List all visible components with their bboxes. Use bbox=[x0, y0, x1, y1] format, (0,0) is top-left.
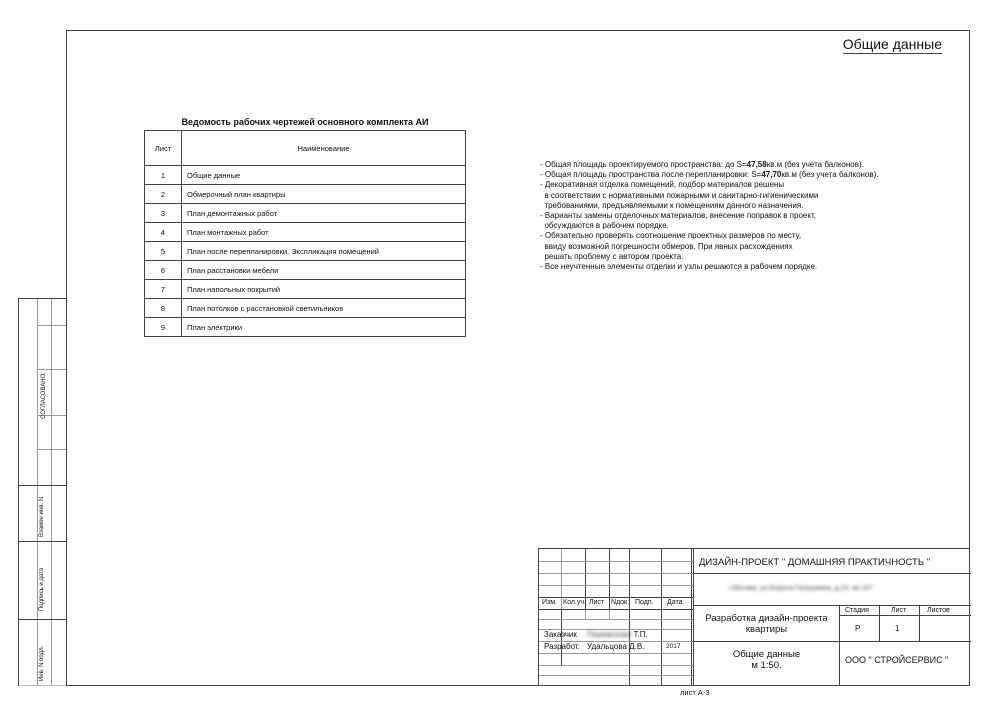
header-sheet: Лист bbox=[145, 131, 182, 166]
note-1: - Общая площадь проектируемого пространства: до S=47,58кв.м (без учета балконов). bbox=[540, 160, 864, 169]
developer-name: Удальцова Д.В. bbox=[587, 642, 645, 651]
note-4: - Варианты замены отделочных материалов, внесение поправок в проект, обсуждаются в рабочем порядке. bbox=[540, 211, 816, 231]
row-sheet-number: 5 bbox=[145, 242, 182, 261]
row-drawing-name: План монтажных работ bbox=[182, 223, 466, 242]
header-name: Наименование bbox=[182, 131, 466, 166]
col-ndok: Nдок. bbox=[611, 599, 630, 606]
stage-header: Стадия bbox=[845, 607, 869, 614]
stage-value: Р bbox=[855, 624, 861, 633]
note-5: - Обязательно проверять соотношение проектных размеров по месту, ввиду возможной погрешности обмеров. При явных расхождениях решать проблему с автором проекта. bbox=[540, 231, 802, 261]
note-6: - Все неучтенные элементы отделки и узлы решаются в рабочем порядке. bbox=[540, 262, 818, 272]
row-drawing-name: План напольных покрытий bbox=[182, 280, 466, 299]
row-sheet-number: 9 bbox=[145, 318, 182, 337]
customer-name: Перевозова Т.П. bbox=[587, 630, 648, 639]
title-block bbox=[538, 548, 970, 686]
company-name: ООО " СТРОЙСЕРВИС " bbox=[845, 655, 949, 665]
table-row bbox=[145, 166, 466, 185]
project-title: ДИЗАЙН-ПРОЕКТ " ДОМАШНЯЯ ПРАКТИЧНОСТЬ " bbox=[699, 557, 931, 568]
row-drawing-name: План после перепланировки. Экспликация помещений bbox=[182, 242, 466, 261]
row-sheet-number: 8 bbox=[145, 299, 182, 318]
work-title: Разработка дизайн-проекта квартиры bbox=[705, 613, 828, 635]
table-row bbox=[145, 204, 466, 223]
address: г.Москва, ул.Бориса Галушкина, д.23, кв.107 bbox=[729, 585, 873, 592]
row-sheet-number: 4 bbox=[145, 223, 182, 242]
sheet-header: Лист bbox=[891, 607, 907, 614]
register-title: Ведомость рабочих чертежей основного комплекта АИ bbox=[181, 117, 429, 127]
note-2: - Общая площадь пространства после перепланировки: S=47,70кв.м (без учета балконов). bbox=[540, 170, 879, 180]
row-drawing-name: Обмерочный план квартиры bbox=[182, 185, 466, 204]
sheet-value: 1 bbox=[895, 624, 900, 633]
row-sheet-number: 3 bbox=[145, 204, 182, 223]
row-drawing-name: План демонтажных работ bbox=[182, 204, 466, 223]
sheet-heading: Общие данные bbox=[842, 36, 942, 52]
row-sheet-number: 2 bbox=[145, 185, 182, 204]
sheets-header: Листов bbox=[927, 607, 950, 614]
row-drawing-name: План расстановки мебели bbox=[182, 261, 466, 280]
drawing-title: Общие данные м 1:50. bbox=[732, 649, 801, 671]
note-3: - Декоративная отделка помещений, подбор материалов решены в соответствии с нормативными пожарными и санитарно-гигиеническими требованиями, предъявляемыми к помещениям данного назначения. bbox=[540, 180, 819, 210]
table-row bbox=[145, 299, 466, 318]
row-sheet-number: 6 bbox=[145, 261, 182, 280]
drawings-register-table bbox=[144, 130, 466, 337]
customer-label: Заказчик bbox=[544, 630, 577, 639]
replace-inv-label: Взамен инв. N bbox=[39, 496, 45, 537]
row-drawing-name: Общие данные bbox=[182, 166, 466, 185]
inv-original-label: Инв. N подл. bbox=[39, 645, 45, 681]
col-kol: Кол.уч. bbox=[563, 599, 586, 606]
col-data: Дата bbox=[667, 599, 683, 606]
table-row bbox=[145, 223, 466, 242]
sign-date-label: Подпись и дата bbox=[39, 567, 45, 611]
table-row bbox=[145, 242, 466, 261]
sheet-format-label: лист А-3 bbox=[680, 688, 710, 697]
col-podp: Подп. bbox=[635, 599, 654, 606]
table-row bbox=[145, 280, 466, 299]
col-list: Лист bbox=[589, 599, 605, 606]
table-row bbox=[145, 261, 466, 280]
row-sheet-number: 1 bbox=[145, 166, 182, 185]
year: 2017 bbox=[666, 643, 681, 650]
agreed-label: СОГЛАСОВАНО: bbox=[41, 372, 47, 419]
general-notes bbox=[540, 160, 879, 272]
row-drawing-name: План электрики bbox=[182, 318, 466, 337]
table-header-row bbox=[145, 131, 466, 166]
table-row bbox=[145, 185, 466, 204]
side-stamp bbox=[18, 298, 66, 686]
developer-label: Разработ. bbox=[544, 642, 580, 651]
col-izm: Изм. bbox=[542, 599, 557, 606]
row-sheet-number: 7 bbox=[145, 280, 182, 299]
table-row bbox=[145, 318, 466, 337]
row-drawing-name: План потолков с расстановкой светильников bbox=[182, 299, 466, 318]
